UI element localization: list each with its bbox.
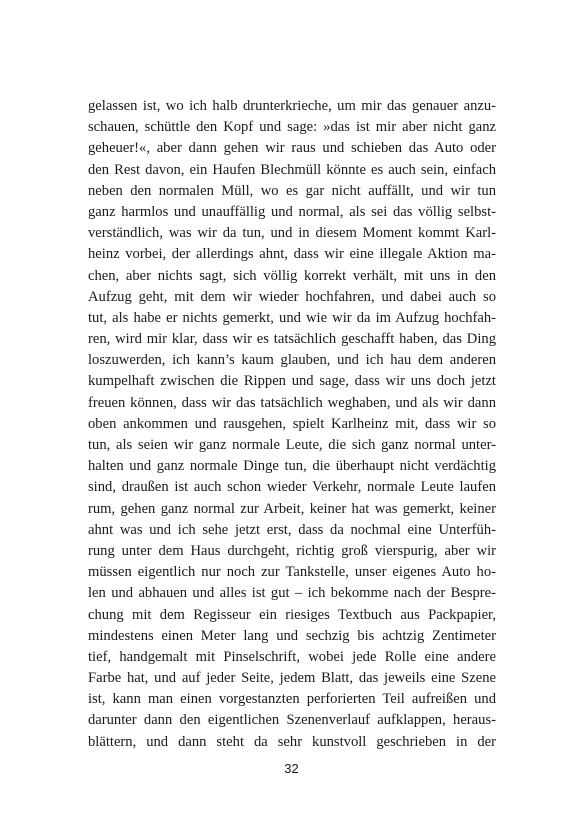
text-line: rum, gehen ganz normal zur Arbeit, keiner hat was gemerkt, keiner xyxy=(88,500,496,517)
text-line: oben ankommen und rausgehen, spielt Karlheinz mit, dass wir so xyxy=(88,415,496,432)
text-line: loszuwerden, ich kann’s kaum glauben, und ich hau dem anderen xyxy=(88,352,496,369)
text-line: verständlich, was wir da tun, und in diesem Moment kommt Karl- xyxy=(88,225,496,242)
text-line: chen, aber nichts sagt, sich völlig korrekt verhält, mit uns in den xyxy=(88,267,496,284)
text-line: Aufzug geht, mit dem wir wieder hochfahren, und dabei auch so xyxy=(88,288,496,305)
text-line: neben den normalen Müll, wo es gar nicht auffällt, und wir tun xyxy=(88,182,496,199)
text-line: tief, handgemalt mit Pinselschrift, wobei jede Rolle eine andere xyxy=(88,648,496,665)
text-line: ist, kann man einen vorgestanzten perforierten Teil aufreißen und xyxy=(88,691,496,708)
text-line: darunter dann den eigentlichen Szenenverlauf aufklappen, heraus- xyxy=(88,712,496,729)
text-line: heinz vorbei, der allerdings ahnt, dass wir eine illegale Aktion ma- xyxy=(88,246,496,263)
text-line: müssen eigentlich nur noch zur Tankstelle, unser eigenes Auto ho- xyxy=(88,564,496,581)
text-line: len und abhauen und alles ist gut – ich bekomme nach der Bespre- xyxy=(88,585,496,602)
text-line: gelassen ist, wo ich halb drunterkrieche, um mir das genauer anzu- xyxy=(88,98,496,114)
text-line: rung unter dem Haus durchgeht, richtig groß vierspurig, aber wir xyxy=(88,542,496,559)
text-line: halten und ganz normale Dinge tun, die überhaupt nicht verdächtig xyxy=(88,458,496,475)
text-line: schauen, schüttle den Kopf und sage: »das ist mir aber nicht ganz xyxy=(88,119,496,136)
text-line: freuen können, dass wir das tatsächlich weghaben, und als wir dann xyxy=(88,394,496,411)
text-line: ganz harmlos und unauffällig und normal, als sei das völlig selbst- xyxy=(88,203,496,220)
text-line: ahnt was und ich sehe jetzt erst, dass da nochmal eine Unterfüh- xyxy=(88,521,496,538)
text-line: chung mit dem Regisseur ein riesiges Textbuch aus Packpapier, xyxy=(88,606,496,623)
body-text xyxy=(88,96,496,753)
page-number: 32 xyxy=(284,761,299,776)
text-line: den Rest davon, ein Haufen Blechmüll könnte es auch sein, einfach xyxy=(88,161,496,178)
text-line: mindestens einen Meter lang und sechzig bis achtzig Zentimeter xyxy=(88,627,496,644)
text-line: ren, wird mir klar, dass wir es tatsächlich geschafft haben, das Ding xyxy=(88,331,496,348)
text-line: blättern, und dann steht da sehr kunstvoll geschrieben in der xyxy=(88,733,496,750)
text-line: geheuer!«, aber dann gehen wir raus und schieben das Auto oder xyxy=(88,140,496,157)
text-line: tut, als habe er nichts gemerkt, und wie wir da im Aufzug hochfah- xyxy=(88,309,496,326)
text-line: tun, als seien wir ganz normale Leute, die sich ganz normal unter- xyxy=(88,437,496,453)
text-line: kumpelhaft zwischen die Rippen und sage, dass wir uns doch jetzt xyxy=(88,373,496,390)
text-line: Farbe hat, und auf jeder Seite, jedem Blatt, das jeweils eine Szene xyxy=(88,670,496,687)
text-line: sind, draußen ist auch schon wieder Verkehr, normale Leute laufen xyxy=(88,479,496,496)
